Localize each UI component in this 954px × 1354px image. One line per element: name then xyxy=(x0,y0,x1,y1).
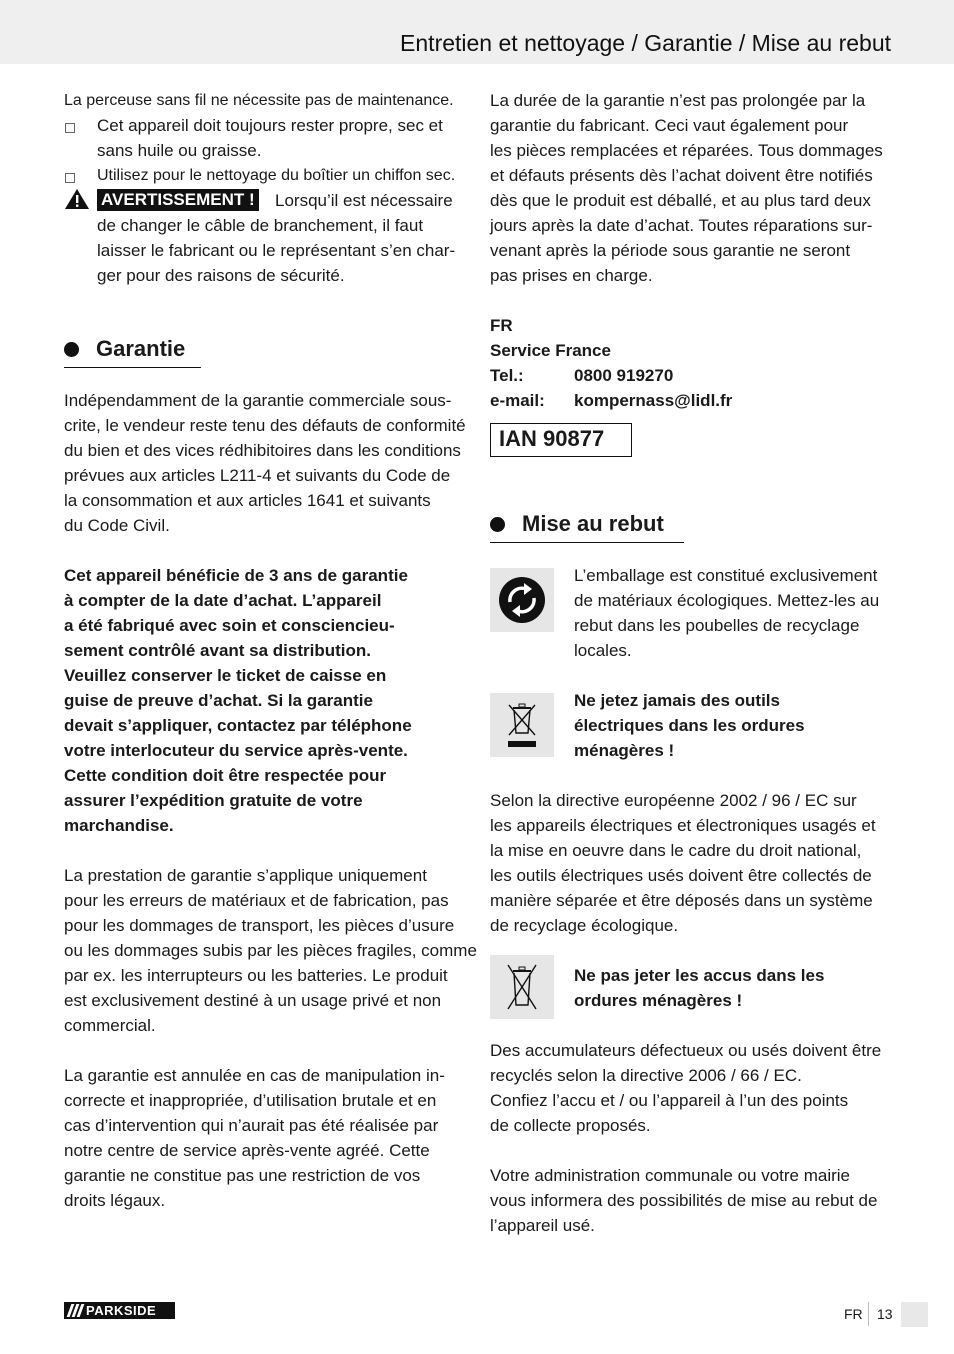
crossed-bin-icon xyxy=(490,693,554,757)
section-title: Garantie xyxy=(96,336,186,361)
bullet-box xyxy=(65,123,75,133)
paragraph-line: notre centre de service après-vente agréé. Cette xyxy=(64,1141,430,1160)
green-dot-recycle-icon xyxy=(490,568,554,632)
bold-paragraph-line: assurer l’expédition gratuite de votre xyxy=(64,791,363,810)
paragraph-line: manière séparée et être déposés dans un système xyxy=(490,891,873,910)
footer-divider xyxy=(868,1302,869,1326)
weee-icon-box xyxy=(490,693,554,757)
bold-paragraph-line: devait s’appliquer, contactez par téléphone xyxy=(64,716,412,735)
paragraph-line: garantie du fabricant. Ceci vaut également pour xyxy=(490,116,849,135)
language-code: FR xyxy=(844,1306,863,1322)
bold-paragraph-line: a été fabriqué avec soin et consciencieu- xyxy=(64,616,395,635)
paragraph-line: recyclés selon la directive 2006 / 66 / EC. xyxy=(490,1066,802,1085)
service-country: FR xyxy=(490,316,513,335)
ian-number: IAN 90877 xyxy=(499,426,605,451)
email-label: e-mail: xyxy=(490,391,545,410)
parkside-logo xyxy=(64,1302,175,1319)
tools-warning-line: électriques dans les ordures xyxy=(574,716,805,735)
warning-triangle-icon xyxy=(64,188,90,210)
warning-text-line: ger pour des raisons de sécurité. xyxy=(97,266,345,285)
brand-name: PARKSIDE xyxy=(86,1303,157,1318)
bold-paragraph-line: votre interlocuteur du service après-vente. xyxy=(64,741,408,760)
paragraph-line: jours après la date d’achat. Toutes réparations sur- xyxy=(490,216,873,235)
bold-paragraph-line: sement contrôlé avant sa distribution. xyxy=(64,641,372,660)
page-header xyxy=(0,0,954,64)
bullet-text-line: Utilisez pour le nettoyage du boîtier un chiffon sec. xyxy=(97,167,456,184)
paragraph-line: Confiez l’accu et / ou l’appareil à l’un des points xyxy=(490,1091,849,1110)
bold-paragraph-line: marchandise. xyxy=(64,816,174,835)
paragraph-line: est exclusivement destiné à un usage privé et non xyxy=(64,991,442,1010)
paragraph-line: la consommation et aux articles 1641 et suivants xyxy=(64,491,431,510)
bold-paragraph-line: Cette condition doit être respectée pour xyxy=(64,766,387,785)
bold-paragraph-line: guise de preuve d’achat. Si la garantie xyxy=(64,691,373,710)
service-name: Service France xyxy=(490,341,611,360)
paragraph-line: Votre administration communale ou votre mairie xyxy=(490,1166,850,1185)
tools-warning-line: ménagères ! xyxy=(574,741,675,760)
accu-warning-line: ordures ménagères ! xyxy=(574,991,743,1010)
paragraph-line: les outils électriques usés doivent être collectés de xyxy=(490,866,872,885)
accu-warning-line: Ne pas jeter les accus dans les xyxy=(574,966,825,985)
paragraph-line: du bien et des vices rédhibitoires dans les conditions xyxy=(64,441,461,460)
paragraph-line: vous informera des possibilités de mise au rebut de xyxy=(490,1191,878,1210)
ian-box xyxy=(490,423,632,457)
paragraph-line: pas prises en charge. xyxy=(490,266,653,285)
paragraph-line: cas d’intervention qui n’aurait pas été réalisée par xyxy=(64,1116,439,1135)
paragraph-line: de recyclage écologique. xyxy=(490,916,679,935)
bold-paragraph-line: Veuillez conserver le ticket de caisse en xyxy=(64,666,387,685)
paragraph-line: les pièces remplacées et réparées. Tous dommages xyxy=(490,141,883,160)
packaging-text-line: rebut dans les poubelles de recyclage xyxy=(574,616,860,635)
paragraph-line: pour les dommages de transport, les pièces d’usure xyxy=(64,916,455,935)
tel-value: 0800 919270 xyxy=(574,366,674,385)
packaging-text-line: de matériaux écologiques. Mettez-les au xyxy=(574,591,880,610)
paragraph-line: Indépendamment de la garantie commerciale sous- xyxy=(64,391,452,410)
paragraph-line: et défauts présents dès l’achat doivent être notifiés xyxy=(490,166,873,185)
warning-text-line: laisser le fabricant ou le représentant s’en char- xyxy=(97,241,456,260)
paragraph-line: garantie ne constitue pas une restriction de vos xyxy=(64,1166,421,1185)
paragraph-line: les appareils électriques et électroniques usagés et xyxy=(490,816,876,835)
section-title: Mise au rebut xyxy=(522,511,664,536)
paragraph-line: Selon la directive européenne 2002 / 96 / EC sur xyxy=(490,791,857,810)
paragraph-line: Des accumulateurs défectueux ou usés doivent être xyxy=(490,1041,882,1060)
paragraph-line: dès que le produit est déballé, et au plus tard deux xyxy=(490,191,871,210)
paragraph-line: commercial. xyxy=(64,1016,156,1035)
bullet-box xyxy=(65,173,75,183)
paragraph-line: droits légaux. xyxy=(64,1191,166,1210)
paragraph-line: du Code Civil. xyxy=(64,516,170,535)
paragraph-line: La prestation de garantie s’applique uniquement xyxy=(64,866,427,885)
battery-bin-icon-box xyxy=(490,955,554,1019)
paragraph-line: la mise en oeuvre dans le cadre du droit national, xyxy=(490,841,862,860)
paragraph-line: par ex. les interrupteurs ou les batteries. Le produit xyxy=(64,966,448,985)
paragraph-line: pour les erreurs de matériaux et de fabrication, pas xyxy=(64,891,449,910)
page-tab xyxy=(901,1302,928,1327)
maintenance-intro: La perceuse sans fil ne nécessite pas de maintenance. xyxy=(64,92,454,109)
packaging-text-line: locales. xyxy=(574,641,632,660)
paragraph-line: l’appareil usé. xyxy=(490,1216,595,1235)
warning-text-line: Lorsqu’il est nécessaire xyxy=(275,191,453,210)
bullet-dot xyxy=(64,342,79,357)
bullet-text-line: Cet appareil doit toujours rester propre, sec et xyxy=(97,116,443,135)
paragraph-line: prévues aux articles L211-4 et suivants du Code de xyxy=(64,466,451,485)
bold-paragraph-line: Cet appareil bénéficie de 3 ans de garantie xyxy=(64,566,408,585)
warning-label: AVERTISSEMENT ! xyxy=(97,189,259,211)
paragraph-line: ou les dommages subis par les pièces fragiles, comme xyxy=(64,941,477,960)
paragraph-line: correcte et inappropriée, d’utilisation brutale et en xyxy=(64,1091,437,1110)
bold-paragraph-line: à compter de la date d’achat. L’appareil xyxy=(64,591,382,610)
tel-label: Tel.: xyxy=(490,366,524,385)
warning-text-line: de changer le câble de branchement, il faut xyxy=(97,216,424,235)
packaging-text-line: L’emballage est constitué exclusivement xyxy=(574,566,878,585)
paragraph-line: La garantie est annulée en cas de manipulation in- xyxy=(64,1066,445,1085)
crossed-bin-icon xyxy=(490,955,554,1019)
paragraph-line: venant après la période sous garantie ne seront xyxy=(490,241,851,260)
email-value: kompernass@lidl.fr xyxy=(574,391,733,410)
bullet-dot xyxy=(490,517,505,532)
page-number: 13 xyxy=(877,1306,893,1322)
heading-underline xyxy=(64,367,201,368)
bullet-text-line: sans huile ou graisse. xyxy=(97,141,262,160)
paragraph-line: de collecte proposés. xyxy=(490,1116,651,1135)
tools-warning-line: Ne jetez jamais des outils xyxy=(574,691,780,710)
paragraph-line: crite, le vendeur reste tenu des défauts de conformité xyxy=(64,416,466,435)
heading-underline xyxy=(490,542,684,543)
paragraph-line: La durée de la garantie n’est pas prolongée par la xyxy=(490,91,866,110)
page-title: Entretien et nettoyage / Garantie / Mise au rebut xyxy=(400,30,891,56)
recycling-icon-box xyxy=(490,568,554,632)
